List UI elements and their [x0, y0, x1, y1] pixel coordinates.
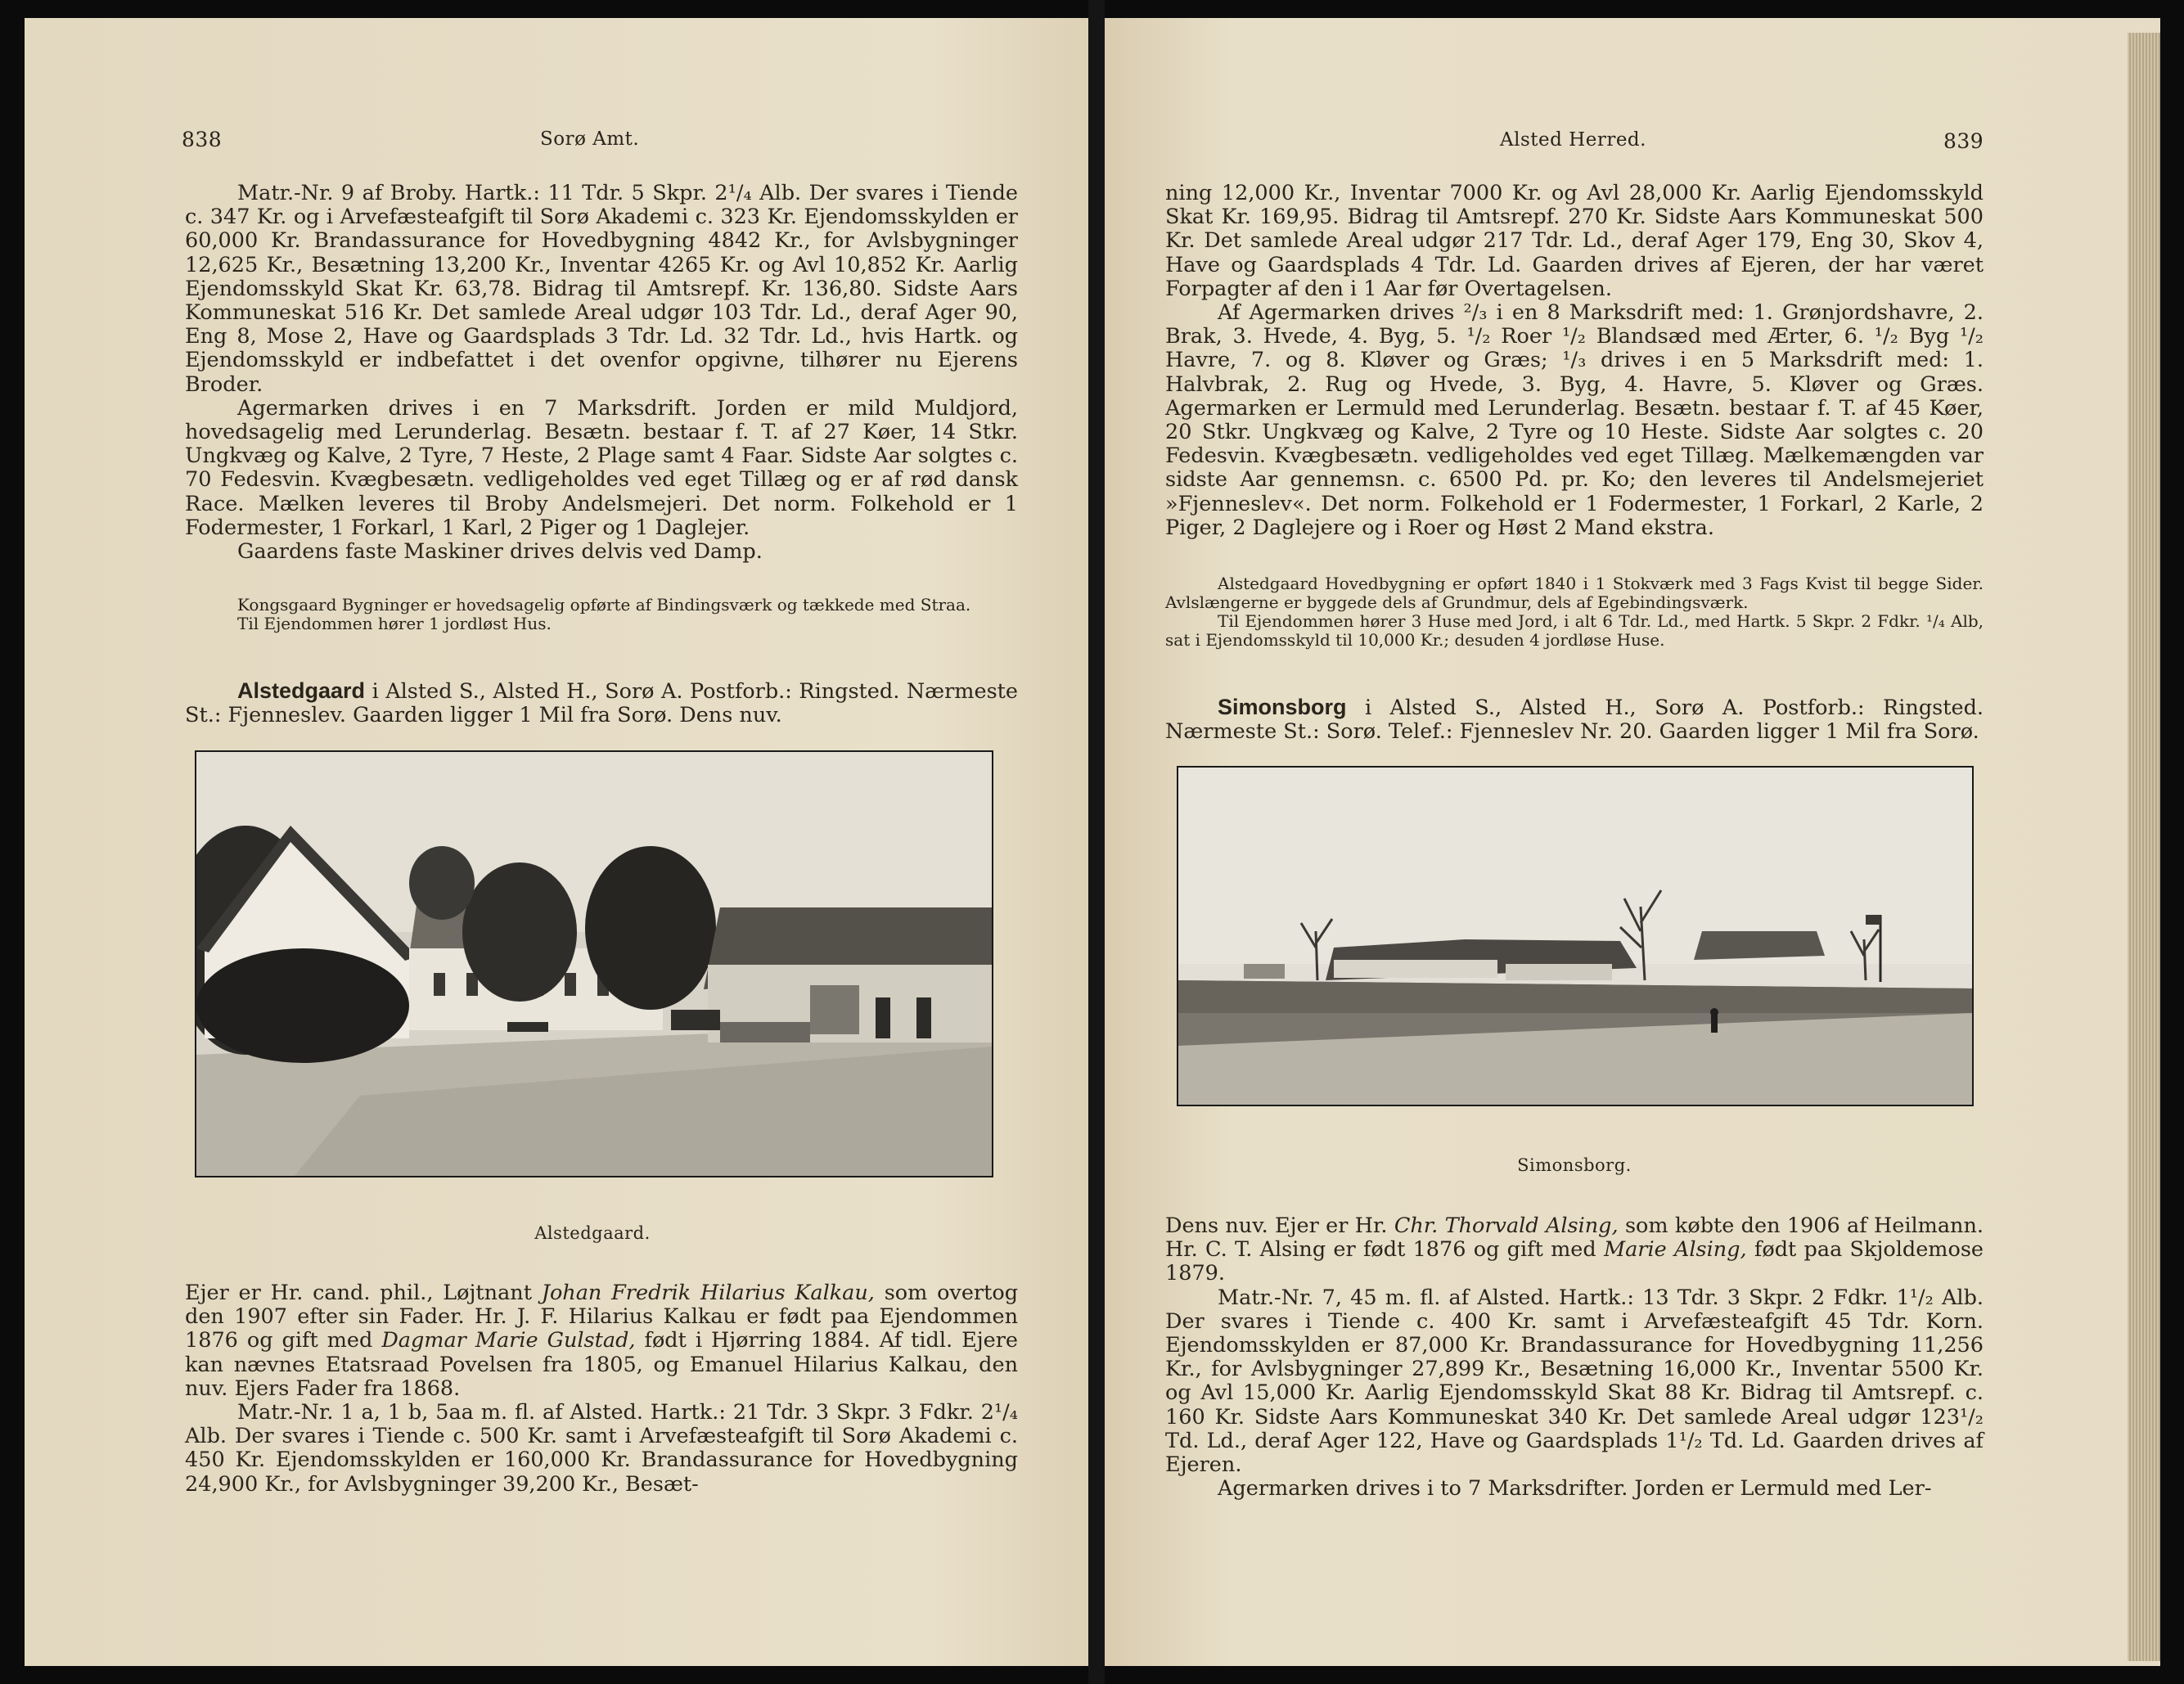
- paragraph: Agermarken drives i to 7 Marksdrifter. Jorden er Lermuld med Ler-: [1218, 1476, 1932, 1502]
- book-spine: [1088, 0, 1105, 1684]
- body-text-bottom: [1165, 1214, 1984, 1501]
- entry-simonsborg: [1165, 696, 1984, 744]
- page-number: 838: [182, 128, 223, 151]
- spouse-name: Dagmar Marie Gulstad,: [381, 1328, 636, 1353]
- paragraph: Kongsgaard Bygninger er hovedsagelig opførte af Bindingsværk og tækkede med Straa.: [237, 595, 971, 615]
- running-head: Sorø Amt.: [540, 128, 640, 150]
- body-text-top: [1165, 182, 1984, 540]
- paragraph: Dens nuv. Ejer er Hr. Chr. Thorvald Alsing, som købte den 1906 af Heilmann. Hr. C. T. Alsing er født 1876 og gift med Marie Alsing, født paa Skjoldemose 1879.: [1165, 1213, 1984, 1286]
- body-text-top: [185, 182, 1018, 564]
- photo-alstedgaard: [195, 750, 993, 1177]
- owner-name: Johan Fredrik Hilarius Kalkau,: [541, 1281, 875, 1305]
- page-edge: [2128, 33, 2160, 1661]
- entry-text: i Alsted S., Alsted H., Sorø A. Postforb.: Ringsted. Nærmeste St.: Fjenneslev. Gaarden ligger 1 Mil fra Sorø. Dens nuv.: [185, 679, 1018, 728]
- entry-text: i Alsted S., Alsted H., Sorø A. Postforb.: Ringsted. Nærmeste St.: Sorø. Telef.: Fjenneslev Nr. 20. Gaarden ligger 1 Mil fra Sorø.: [1165, 696, 1984, 745]
- small-print: [185, 596, 1018, 633]
- page-number: 839: [1943, 129, 1984, 153]
- paragraph: ning 12,000 Kr., Inventar 7000 Kr. og Avl 28,000 Kr. Aarlig Ejendomsskyld Skat Kr. 169,95. Bidrag til Amtsrepf. 270 Kr. Sidste Aars Kommuneskat 500 Kr. Det samlede Areal udgør 217 Tdr. Ld., deraf Ager 179, Eng 30, Skov 4, Have og Gaardsplads 4 Tdr. Ld. Gaarden drives af Ejeren, der har været Forpagter af den i 1 Aar før Overtagelsen.: [1165, 181, 1984, 301]
- paragraph: Til Ejendommen hører 3 Huse med Jord, i alt 6 Tdr. Ld., med Hartk. 5 Skpr. 2 Fdkr. ¹/₄ Alb, sat i Ejendomsskyld til 10,000 Kr.; desuden 4 jordløse Huse.: [1165, 611, 1984, 650]
- entry-title: Alstedgaard: [237, 678, 366, 703]
- owner-name: Chr. Thorvald Alsing,: [1394, 1213, 1619, 1238]
- paragraph: Ejer er Hr. cand. phil., Løjtnant Johan Fredrik Hilarius Kalkau, som overtog den 1907 efter sin Fader. Hr. J. F. Hilarius Kalkau er født paa Ejendommen 1876 og gift med Dagmar Marie Gulstad, født i Hjørring 1884. Af tidl. Ejere kan nævnes Etatsraad Povelsen fra 1805, og Emanuel Hilarius Kalkau, den nuv. Ejers Fader fra 1868.: [185, 1281, 1019, 1401]
- photo-caption: Alstedgaard.: [534, 1223, 651, 1243]
- farm-landscape-photo-illustration: [1178, 768, 1972, 1105]
- farmhouse-photo-illustration: [196, 752, 992, 1176]
- running-head: Alsted Herred.: [1500, 129, 1646, 151]
- paragraph: Til Ejendommen hører 1 jordløst Hus.: [237, 614, 552, 633]
- right-page: [1105, 18, 2160, 1666]
- left-page: [25, 18, 1088, 1666]
- paragraph: Matr.-Nr. 1 a, 1 b, 5aa m. fl. af Alsted. Hartk.: 21 Tdr. 3 Skpr. 3 Fdkr. 2¹/₄ Alb. Der svares i Tiende c. 500 Kr. samt i Arvefæsteafgift til Sorø Akademi c. 450 Kr. Ejendomsskylden er 160,000 Kr. Brandassurance for Hovedbygning 24,900 Kr., for Avlsbygninger 39,200 Kr., Besæt-: [185, 1400, 1018, 1497]
- paragraph: Matr.-Nr. 7, 45 m. fl. af Alsted. Hartk.: 13 Tdr. 3 Skpr. 2 Fdkr. 1¹/₂ Alb. Der svares i Tiende c. 400 Kr. samt i Arvefæsteafgift 45 Tdr. Korn. Ejendomsskylden er 87,000 Kr. Brandassurance for Hovedbygning 11,256 Kr., for Avlsbygninger 27,899 Kr., Besætning 16,000 Kr., Inventar 5500 Kr. og Avl 15,000 Kr. Aarlig Ejendomsskyld Skat 88 Kr. Bidrag til Amtsrepf. c. 160 Kr. Sidste Aars Kommuneskat 340 Kr. Det samlede Areal udgør 123¹/₂ Td. Ld., deraf Ager 122, Have og Gaardsplads 1¹/₂ Td. Ld. Gaarden drives af Ejeren.: [1165, 1285, 1984, 1478]
- photo-simonsborg: [1177, 766, 1974, 1106]
- entry-title: Simonsborg: [1218, 695, 1347, 719]
- paragraph: Gaardens faste Maskiner drives delvis ved Damp.: [237, 539, 763, 565]
- paragraph: Alstedgaard Hovedbygning er opført 1840 i 1 Stokværk med 3 Fags Kvist til begge Sider. Avlslængerne er byggede dels af Grundmur, dels af Egebindingsværk.: [1165, 574, 1984, 612]
- small-print: [1165, 574, 1984, 650]
- photo-caption: Simonsborg.: [1517, 1155, 1632, 1175]
- body-text-bottom: [185, 1281, 1018, 1497]
- entry-alstedgaard: [185, 679, 1018, 727]
- paragraph: Matr.-Nr. 9 af Broby. Hartk.: 11 Tdr. 5 Skpr. 2¹/₄ Alb. Der svares i Tiende c. 347 Kr. og i Arvefæsteafgift til Sorø Akademi c. 323 Kr. Ejendomsskylden er 60,000 Kr. Brandassurance for Hovedbygning 4842 Kr., for Avlsbygninger 12,625 Kr., Besætning 13,200 Kr., Inventar 4265 Kr. og Avl 10,852 Kr. Aarlig Ejendomsskyld Skat Kr. 63,78. Bidrag til Amtsrepf. Kr. 136,80. Sidste Aars Kommuneskat 516 Kr. Det samlede Areal udgør 103 Tdr. Ld., deraf Ager 90, Eng 8, Mose 2, Have og Gaardsplads 3 Tdr. Ld. 32 Tdr. Ld., hvis Hartk. og Ejendomsskyld er indbefattet i det ovenfor opgivne, tilhører nu Ejerens Broder.: [185, 181, 1018, 397]
- spouse-name: Marie Alsing,: [1603, 1237, 1747, 1263]
- paragraph: Af Agermarken drives ²/₃ i en 8 Marksdrift med: 1. Grønjordshavre, 2. Brak, 3. Hvede, 4. Byg, 5. ¹/₂ Roer ¹/₂ Blandsæd med Ærter, 6. ¹/₂ Byg ¹/₂ Havre, 7. og 8. Kløver og Græs; ¹/₃ drives i en 5 Marksdrift med: 1. Halvbrak, 2. Rug og Hvede, 3. Byg, 4. Havre, 5. Kløver og Græs. Agermarken er Lermuld med Lerunderlag. Besætn. bestaar f. T. af 45 Køer, 20 Stkr. Ungkvæg og Kalve, 2 Tyre og 10 Heste. Sidste Aar solgtes c. 20 Fedesvin. Kvægbesætn. vedligeholdes ved eget Tillæg. Mælkemængden var sidste Aar gennemsn. c. 6500 Pd. pr. Ko; den leveres til Andelsmejeriet »Fjenneslev«. Det norm. Folkehold er 1 Fodermester, 1 Forkarl, 2 Karle, 2 Piger, 2 Daglejere og i Roer og Høst 2 Mand ekstra.: [1165, 300, 1984, 540]
- paragraph: Agermarken drives i en 7 Marksdrift. Jorden er mild Muldjord, hovedsagelig med Lerunderlag. Besætn. bestaar f. T. af 27 Køer, 14 Stkr. Ungkvæg og Kalve, 2 Tyre, 7 Heste, 2 Plage samt 4 Faar. Sidste Aar solgtes c. 70 Fedesvin. Kvægbesætn. vedligeholdes ved eget Tillæg og er af rød dansk Race. Mælken leveres til Broby Andelsmejeri. Det norm. Folkehold er 1 Fodermester, 1 Forkarl, 1 Karl, 2 Piger og 1 Daglejer.: [185, 395, 1018, 540]
